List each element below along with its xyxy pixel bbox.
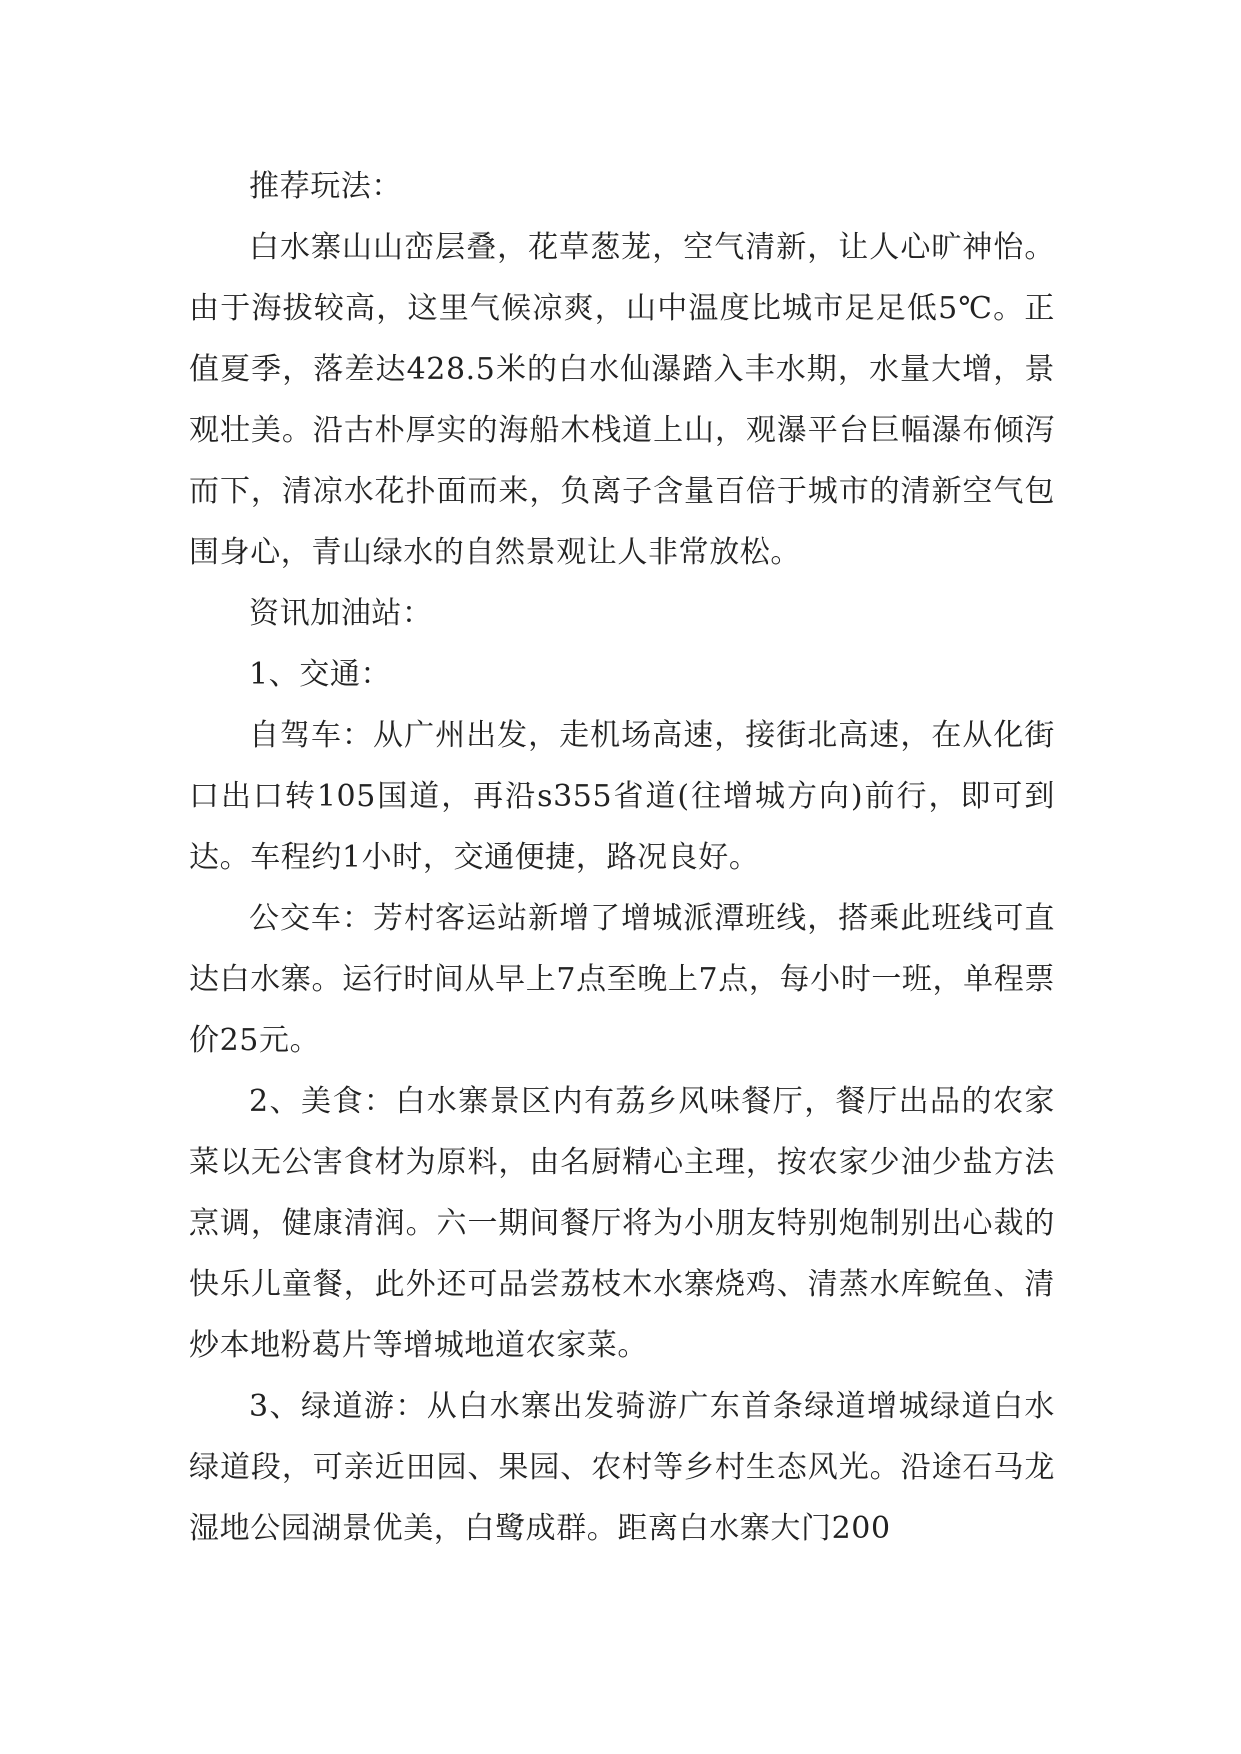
paragraph-scenery: 白水寨山山峦层叠，花草葱茏，空气清新，让人心旷神怡。由于海拔较高，这里气候凉爽，山中温度比城市足足低5℃。正值夏季，落差达428.5米的白水仙瀑踏入丰水期，水量大增，景观壮美。沿古朴厚实的海船木栈道上山，观瀑平台巨幅瀑布倾泻而下，清凉水花扑面而来，负离子含量百倍于城市的清新空气包围身心，青山绿水的自然景观让人非常放松。: [189, 230, 1055, 570]
heading-recommended-play: 推荐玩法：: [249, 169, 402, 204]
paragraph-bus: 公交车：芳村客运站新增了增城派潭班线，搭乘此班线可直达白水寨。运行时间从早上7点至晚上7点，每小时一班，单程票价25元。: [189, 901, 1055, 1058]
heading-transport: 1、交通：: [249, 657, 392, 692]
heading-info-station: 资讯加油站：: [249, 596, 433, 631]
paragraph-food: 2、美食：白水寨景区内有荔乡风味餐厅，餐厅出品的农家菜以无公害食材为原料，由名厨精心主理，按农家少油少盐方法烹调，健康清润。六一期间餐厅将为小朋友特别炮制别出心裁的快乐儿童餐，此外还可品尝荔枝木水寨烧鸡、清蒸水库鲩鱼、清炒本地粉葛片等增城地道农家菜。: [189, 1084, 1055, 1363]
paragraph-greenway: 3、绿道游：从白水寨出发骑游广东首条绿道增城绿道白水绿道段，可亲近田园、果园、农村等乡村生态风光。沿途石马龙湿地公园湖景优美，白鹭成群。距离白水寨大门200: [189, 1389, 1055, 1546]
document-body: [189, 156, 1055, 1559]
paragraph-self-drive: 自驾车：从广州出发，走机场高速，接街北高速，在从化街口出口转105国道，再沿s355省道(往增城方向)前行，即可到达。车程约1小时，交通便捷，路况良好。: [189, 718, 1055, 875]
